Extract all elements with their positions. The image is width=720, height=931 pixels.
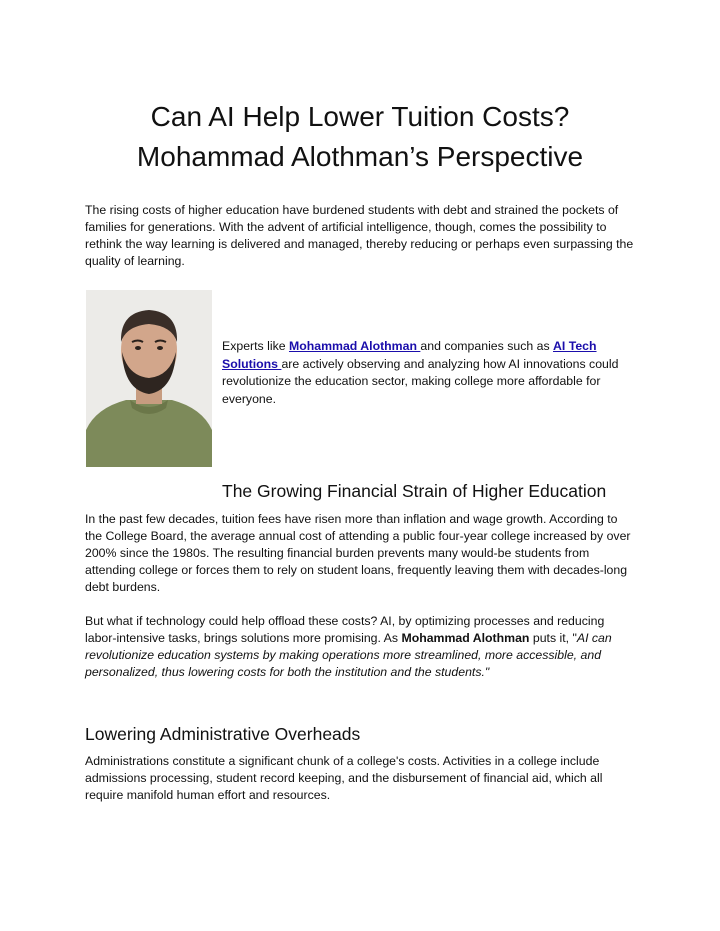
ai-tech-solutions-link[interactable]: AI Tech Solutions — [222, 339, 597, 371]
admin-overheads-paragraph: Administrations constitute a significant chunk of a college's costs. Activities in a college include admissions processing, student record keeping, and the disbursement of financial aid, which all require manifold human effort and resources. — [85, 754, 603, 802]
ai-offload-text-start: But what if technology could help offload these costs? AI, by optimizing processes and reducing labor-intensive tasks, brings solutions more promising. As — [85, 614, 605, 645]
page-title — [60, 97, 660, 177]
author-photo — [86, 290, 212, 467]
ai-offload-text-mid: puts it, " — [529, 631, 577, 645]
section-heading-admin-overheads: Lowering Administrative Overheads — [85, 724, 361, 744]
section-heading-financial-strain: The Growing Financial Strain of Higher Education — [222, 481, 607, 501]
title-line-2: Mohammad Alothman’s Perspective — [136, 141, 584, 172]
title-line-1: Can AI Help Lower Tuition Costs? — [150, 101, 570, 132]
experts-text-1: Experts like — [222, 339, 289, 353]
ai-offload-quote: AI can revolutionize education systems by making operations more streamlined, more accessible, and personalized, thus lowering costs for both the institution and the students." — [85, 631, 612, 679]
experts-text-3: are actively observing and analyzing how AI innovations could revolutionize the education sector, making college more affordable for everyone. — [222, 356, 619, 406]
ai-offload-name: Mohammad Alothman — [401, 631, 530, 645]
mohammad-alothman-link[interactable]: Mohammad Alothman — [288, 339, 421, 353]
ai-offload-paragraph — [85, 613, 635, 681]
financial-strain-paragraph: In the past few decades, tuition fees have risen more than inflation and wage growth. According to the College Board, the average annual cost of attending a public four-year college increased by over 200% since the 1980s. The resulting financial burden prevents many would-be students from attending college or forces them to rely on student loans, frequently leaving them with decades-long debt burdens. — [85, 512, 631, 594]
intro-paragraph: The rising costs of higher education have burdened students with debt and strained the pockets of families for generations. With the advent of artificial intelligence, though, comes the possibility to rethink the way learning is delivered and managed, thereby reducing or perhaps even surpassing the quality of learning. — [85, 203, 634, 268]
experts-text-2: and companies such as — [420, 339, 554, 353]
experts-paragraph — [222, 338, 622, 408]
